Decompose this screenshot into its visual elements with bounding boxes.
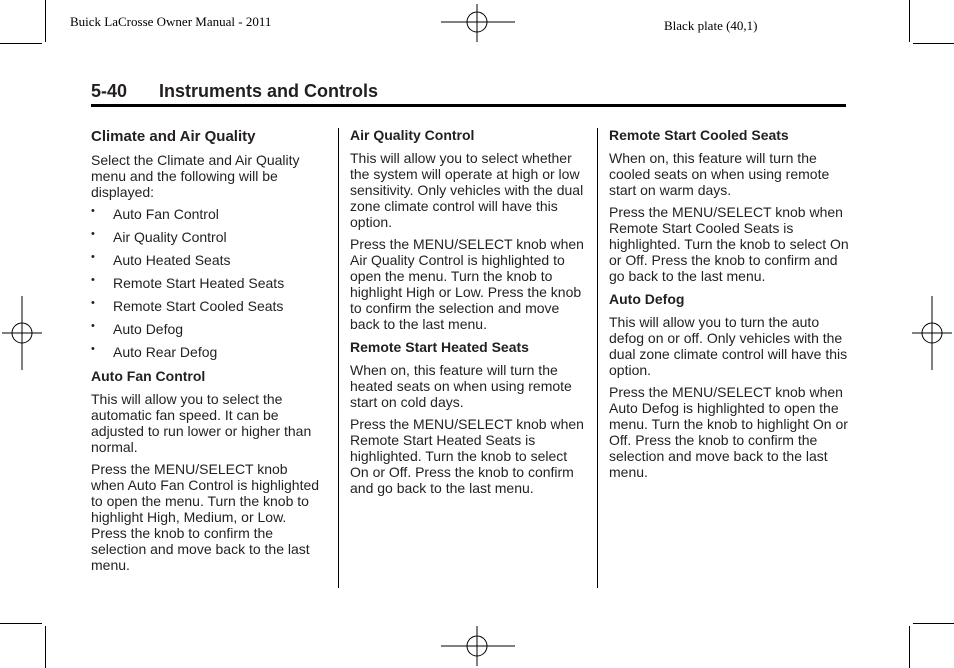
bullet-icon: • bbox=[91, 274, 95, 286]
subheading-remote-start-heated-seats: Remote Start Heated Seats bbox=[350, 339, 529, 355]
crop-mark-top-right-horizontal bbox=[913, 43, 954, 44]
intro-paragraph: Select the Climate and Air Quality menu and the following will be displayed: bbox=[91, 152, 300, 200]
list-item bbox=[91, 298, 323, 314]
crop-mark-top-left-horizontal bbox=[0, 43, 42, 44]
paragraph: Press the MENU/SELECT knob when Auto Defog is highlighted to open the menu. Turn the knob to highlight On or Off. Press the knob to confirm the selection and move back to the last menu. bbox=[609, 384, 848, 480]
crop-mark-bottom-left-vertical bbox=[45, 626, 46, 668]
crop-mark-bottom-left-horizontal bbox=[0, 623, 42, 624]
subheading-auto-fan-control: Auto Fan Control bbox=[91, 368, 206, 384]
column-2 bbox=[350, 126, 588, 502]
column-3 bbox=[609, 126, 851, 486]
registration-mark-bottom-icon bbox=[441, 626, 515, 666]
registration-mark-left-icon bbox=[2, 296, 42, 370]
crop-mark-top-right-vertical bbox=[909, 0, 910, 42]
subheading-remote-start-cooled-seats: Remote Start Cooled Seats bbox=[609, 127, 789, 143]
list-item bbox=[91, 206, 323, 222]
plate-number: Black plate (40,1) bbox=[664, 18, 758, 33]
paragraph: This will allow you to turn the auto defog on or off. Only vehicles with the dual zone climate control will have this option. bbox=[609, 314, 848, 378]
list-item bbox=[91, 229, 323, 245]
subheading-auto-defog: Auto Defog bbox=[609, 291, 685, 307]
column-divider-1 bbox=[338, 128, 339, 588]
list-item-label: Auto Rear Defog bbox=[113, 344, 218, 360]
paragraph: Press the MENU/SELECT knob when Air Quality Control is highlighted to open the menu. Turn the knob to highlight High or Low. Press the knob to confirm the selection and move back to the last menu. bbox=[350, 236, 584, 332]
paragraph: Press the MENU/SELECT knob when Remote Start Heated Seats is highlighted. Turn the knob to select On or Off. Press the knob to confirm and go back to the last menu. bbox=[350, 416, 584, 496]
crop-mark-top-left-vertical bbox=[45, 0, 46, 42]
list-item bbox=[91, 275, 323, 291]
list-item-label: Remote Start Heated Seats bbox=[113, 275, 285, 291]
column-1 bbox=[91, 126, 323, 579]
bullet-icon: • bbox=[91, 251, 95, 263]
list-item-label: Auto Defog bbox=[113, 321, 184, 337]
crop-mark-bottom-right-vertical bbox=[909, 626, 910, 668]
list-item-label: Remote Start Cooled Seats bbox=[113, 298, 284, 314]
bullet-icon: • bbox=[91, 228, 95, 240]
page-number: 5-40 bbox=[91, 81, 128, 101]
list-item-label: Auto Heated Seats bbox=[113, 252, 231, 268]
bullet-icon: • bbox=[91, 343, 95, 355]
plate-manual-title: Buick LaCrosse Owner Manual - 2011 bbox=[70, 14, 272, 29]
list-item-label: Air Quality Control bbox=[113, 229, 227, 245]
list-item bbox=[91, 252, 323, 268]
bullet-icon: • bbox=[91, 205, 95, 217]
list-item bbox=[91, 344, 323, 360]
page-header bbox=[91, 80, 846, 107]
paragraph: Press the MENU/SELECT knob when Auto Fan Control is highlighted to open the menu. Turn the knob to highlight High, Medium, or Low. Press the knob to confirm the selection and move back to the last menu. bbox=[91, 461, 320, 573]
crop-mark-bottom-right-horizontal bbox=[913, 623, 954, 624]
menu-items-list bbox=[91, 206, 323, 360]
subheading-air-quality-control: Air Quality Control bbox=[350, 127, 475, 143]
column-divider-2 bbox=[597, 128, 598, 588]
paragraph: This will allow you to select whether the system will operate at high or low sensitivity. Only vehicles with the dual zone climate control will have this option. bbox=[350, 150, 584, 230]
bullet-icon: • bbox=[91, 297, 95, 309]
bullet-icon: • bbox=[91, 320, 95, 332]
section-heading: Climate and Air Quality bbox=[91, 128, 256, 145]
paragraph: When on, this feature will turn the heated seats on when using remote start on cold days. bbox=[350, 362, 572, 410]
list-item bbox=[91, 321, 323, 337]
paragraph: Press the MENU/SELECT knob when Remote Start Cooled Seats is highlighted. Turn the knob to select On or Off. Press the knob to confirm and go back to the last menu. bbox=[609, 204, 849, 284]
registration-mark-right-icon bbox=[912, 296, 952, 370]
chapter-title: Instruments and Controls bbox=[159, 81, 379, 101]
paragraph: When on, this feature will turn the cooled seats on when using remote start on warm days. bbox=[609, 150, 830, 198]
list-item-label: Auto Fan Control bbox=[113, 206, 219, 222]
registration-mark-top-icon bbox=[441, 4, 515, 42]
paragraph: This will allow you to select the automatic fan speed. It can be adjusted to run lower or higher than normal. bbox=[91, 391, 312, 455]
